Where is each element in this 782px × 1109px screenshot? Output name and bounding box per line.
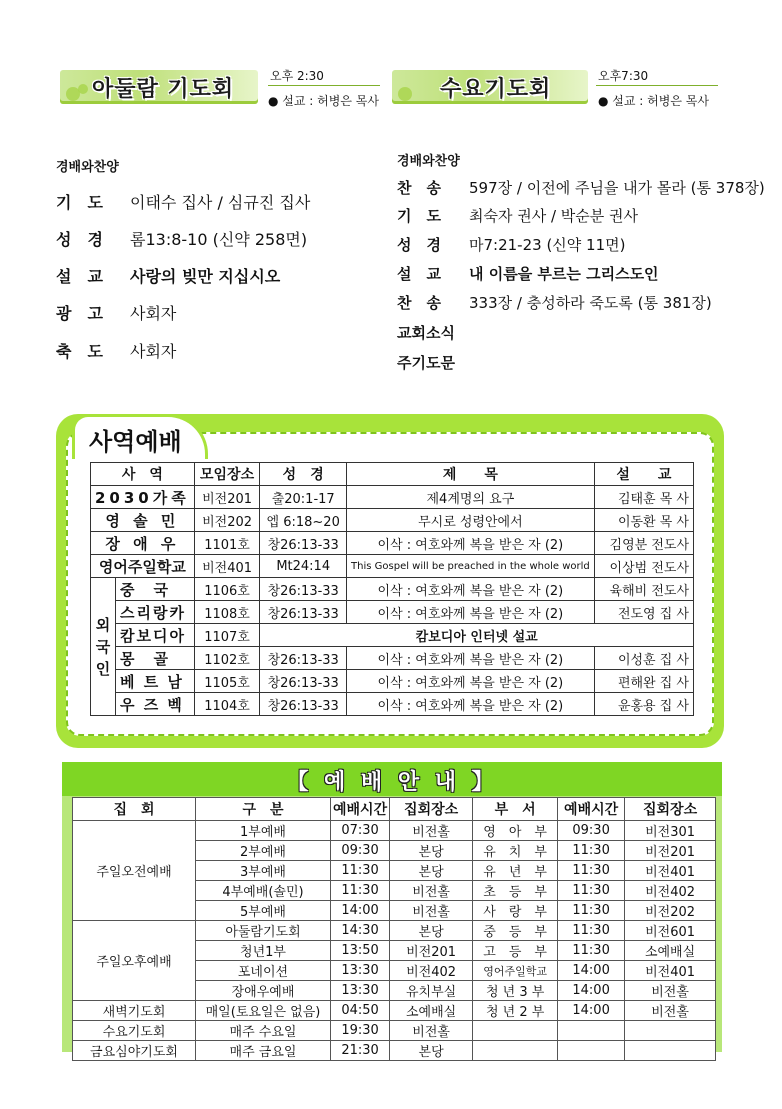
ministry-preacher: 김태훈 목 사 [594, 486, 693, 509]
ministry-place: 1107호 [194, 624, 260, 647]
service-item-value: 사랑의 빚만 지십시오 [130, 267, 281, 286]
service-item-label: 기 도 [397, 207, 441, 225]
service-item-value: 마7:21-23 (신약 11면) [469, 236, 626, 254]
schedule-dtime: 14:00 [558, 961, 625, 981]
ministry-place: 1106호 [194, 578, 260, 601]
service-item [56, 339, 176, 362]
schedule-place: 본당 [390, 1041, 473, 1061]
schedule-dept: 고 등 부 [473, 941, 558, 961]
ministry-subject: 캄보디아 인터넷 설교 [260, 624, 694, 647]
ministry-place: 1108호 [194, 601, 260, 624]
schedule-place: 비전홀 [390, 821, 473, 841]
schedule-kind: 아둘람기도회 [196, 921, 331, 941]
schedule-kind: 3부예배 [196, 861, 331, 881]
schedule-dept: 영 아 부 [473, 821, 558, 841]
schedule-time: 14:00 [331, 901, 390, 921]
schedule-time: 19:30 [331, 1021, 390, 1041]
ministry-place: 1105호 [194, 670, 260, 693]
ministry-name: 우 즈 벡 [116, 693, 195, 716]
ministry-place: 1104호 [194, 693, 260, 716]
schedule-header-row [73, 798, 716, 821]
ministry-bible: 창26:13-33 [260, 670, 347, 693]
ministry-subject: 이삭 : 여호와께 복을 받은 자 (2) [347, 693, 595, 716]
ministry-row [91, 555, 694, 578]
schedule-header [62, 762, 722, 796]
service-item [56, 301, 176, 324]
group-afternoon: 주일오후예배 [73, 921, 196, 1001]
schedule-time: 14:30 [331, 921, 390, 941]
schedule-kind: 매주 수요일 [196, 1021, 331, 1041]
group-morning: 주일오전예배 [73, 821, 196, 921]
schedule-gathering: 새벽기도회 [73, 1001, 196, 1021]
schedule-kind: 포네이션 [196, 961, 331, 981]
leaf-decoration-icon [78, 84, 88, 94]
ministry-name: 몽 골 [116, 647, 195, 670]
schedule-dplace: 비전401 [625, 861, 716, 881]
ministry-place: 비전201 [194, 486, 260, 509]
left-service-title: 아둘람 기도회 [92, 77, 235, 102]
ministry-subject: 이삭 : 여호와께 복을 받은 자 (2) [347, 670, 595, 693]
schedule-time: 11:30 [331, 861, 390, 881]
schedule-place: 비전402 [390, 961, 473, 981]
ministry-name: 캄보디아 [116, 624, 195, 647]
ministry-preacher: 이성훈 집 사 [594, 647, 693, 670]
schedule-time: 09:30 [331, 841, 390, 861]
col-dept: 부 서 [473, 798, 558, 821]
service-item-label: 찬 송 [397, 179, 441, 197]
schedule-title: 【 예 배 안 내 】 [286, 770, 498, 795]
ministry-name: 2030가족 [91, 486, 195, 509]
schedule-kind: 5부예배 [196, 901, 331, 921]
col-gathering: 집 회 [73, 798, 196, 821]
schedule-time: 13:30 [331, 981, 390, 1001]
ministry-preacher: 편해완 집 사 [594, 670, 693, 693]
schedule-time: 13:30 [331, 961, 390, 981]
schedule-dtime [558, 1021, 625, 1041]
left-service-preacher: ● 설교 : 허병은 목사 [268, 94, 379, 108]
ministry-bible: 창26:13-33 [260, 578, 347, 601]
ministry-title: 사역예배 [89, 428, 182, 456]
schedule-dplace [625, 1041, 716, 1061]
service-item-value: 597장 / 이전에 주님을 내가 몰라 (통 378장) [469, 179, 765, 197]
schedule-dept: 유 년 부 [473, 861, 558, 881]
ministry-subject: 이삭 : 여호와께 복을 받은 자 (2) [347, 578, 595, 601]
ministry-name: 영어주일학교 [91, 555, 195, 578]
schedule-time: 04:50 [331, 1001, 390, 1021]
col-kind: 구 분 [196, 798, 331, 821]
ministry-name: 장 애 우 [91, 532, 195, 555]
service-item-label: 광 고 [56, 304, 103, 323]
ministry-subject: 무시로 성령안에서 [347, 509, 595, 532]
service-item [56, 190, 310, 213]
schedule-dept [473, 1021, 558, 1041]
leaf-decoration-icon [398, 87, 412, 101]
right-service-title: 수요기도회 [440, 77, 552, 102]
schedule-dtime: 11:30 [558, 861, 625, 881]
ministry-preacher: 김영분 전도사 [594, 532, 693, 555]
schedule-kind: 2부예배 [196, 841, 331, 861]
service-item [397, 177, 765, 198]
service-item-value: 사회자 [130, 342, 177, 361]
ministry-bible: 창26:13-33 [260, 647, 347, 670]
ministry-bible: 창26:13-33 [260, 532, 347, 555]
schedule-place: 본당 [390, 861, 473, 881]
schedule-dplace: 비전301 [625, 821, 716, 841]
foreigner-group-char: 국 [95, 637, 111, 656]
col-preacher: 설 교 [594, 463, 693, 486]
ministry-row [91, 647, 694, 670]
service-item-label: 성 경 [397, 236, 441, 254]
col-place: 모임장소 [194, 463, 260, 486]
right-service-preacher: ● 설교 : 허병은 목사 [598, 94, 709, 108]
ministry-place: 비전401 [194, 555, 260, 578]
right-service-banner [392, 70, 588, 104]
ministry-place: 1102호 [194, 647, 260, 670]
schedule-dtime: 11:30 [558, 881, 625, 901]
ministry-name: 스리랑카 [116, 601, 195, 624]
ministry-row [91, 486, 694, 509]
service-item [397, 263, 659, 284]
schedule-dtime: 14:00 [558, 981, 625, 1001]
ministry-row [91, 693, 694, 716]
schedule-kind: 매주 금요일 [196, 1041, 331, 1061]
schedule-dept: 영어주일학교 [473, 961, 558, 981]
schedule-kind: 청년1부 [196, 941, 331, 961]
schedule-kind: 1부예배 [196, 821, 331, 841]
ministry-header-row [91, 463, 694, 486]
schedule-dplace: 비전402 [625, 881, 716, 901]
left-service-time: 오후 2:30 [270, 69, 324, 83]
schedule-gathering: 금요심야기도회 [73, 1041, 196, 1061]
right-worship-label: 경배와찬양 [397, 154, 460, 169]
ministry-bible: Mt24:14 [260, 555, 347, 578]
schedule-gathering: 수요기도회 [73, 1021, 196, 1041]
schedule-row [73, 821, 716, 841]
schedule-dplace: 비전401 [625, 961, 716, 981]
service-item-value: 롬13:8-10 (신약 258면) [130, 230, 308, 249]
service-item-value: 최숙자 권사 / 박순분 권사 [469, 207, 639, 225]
schedule-place: 비전홀 [390, 901, 473, 921]
service-item-value: 내 이름을 부르는 그리스도인 [469, 265, 659, 283]
ministry-bible: 출20:1-17 [260, 486, 347, 509]
col-time: 예배시간 [331, 798, 390, 821]
schedule-dtime: 09:30 [558, 821, 625, 841]
left-worship-label: 경배와찬양 [56, 160, 119, 175]
ministry-row [91, 670, 694, 693]
col-bible: 성 경 [260, 463, 347, 486]
ministry-name: 중 국 [116, 578, 195, 601]
schedule-dtime: 14:00 [558, 1001, 625, 1021]
schedule-dept: 청 년 3 부 [473, 981, 558, 1001]
schedule-time: 21:30 [331, 1041, 390, 1061]
ministry-bible: 창26:13-33 [260, 693, 347, 716]
ministry-row [91, 509, 694, 532]
ministry-row [91, 624, 694, 647]
ministry-subject: 이삭 : 여호와께 복을 받은 자 (2) [347, 601, 595, 624]
schedule-dtime: 11:30 [558, 901, 625, 921]
schedule-row [73, 1021, 716, 1041]
ministry-name: 영 솔 민 [91, 509, 195, 532]
schedule-place: 비전201 [390, 941, 473, 961]
schedule-place: 비전홀 [390, 881, 473, 901]
service-item [56, 227, 307, 250]
schedule-dtime [558, 1041, 625, 1061]
schedule-place: 소예배실 [390, 1001, 473, 1021]
schedule-dept: 초 등 부 [473, 881, 558, 901]
ministry-bible: 엡 6:18~20 [260, 509, 347, 532]
ministry-table [90, 462, 694, 716]
service-item-label: 기 도 [56, 193, 103, 212]
ministry-subject: 제4계명의 요구 [347, 486, 595, 509]
ministry-preacher: 전도영 집 사 [594, 601, 693, 624]
schedule-table [72, 797, 716, 1061]
schedule-dplace: 비전601 [625, 921, 716, 941]
schedule-dept: 청 년 2 부 [473, 1001, 558, 1021]
service-item-value: 이태수 집사 / 심규진 집사 [130, 193, 311, 212]
schedule-dplace: 비전202 [625, 901, 716, 921]
service-item [397, 205, 638, 226]
col-place: 집회장소 [390, 798, 473, 821]
ministry-subject: 이삭 : 여호와께 복을 받은 자 (2) [347, 532, 595, 555]
ministry-bible: 창26:13-33 [260, 601, 347, 624]
schedule-dept: 유 치 부 [473, 841, 558, 861]
schedule-dplace: 소예배실 [625, 941, 716, 961]
ministry-place: 1101호 [194, 532, 260, 555]
foreigner-group-char: 외 [95, 615, 111, 634]
ministry-subject: This Gospel will be preached in the whole world [347, 555, 595, 578]
ministry-row [91, 601, 694, 624]
ministry-preacher: 이상범 전도사 [594, 555, 693, 578]
divider [268, 85, 380, 86]
service-item-label: 설 교 [397, 265, 441, 283]
ministry-preacher: 육해비 전도사 [594, 578, 693, 601]
church-news: 교회소식 [397, 324, 455, 342]
schedule-kind: 장애우예배 [196, 981, 331, 1001]
ministry-subject: 이삭 : 여호와께 복을 받은 자 (2) [347, 647, 595, 670]
right-service-time: 오후7:30 [598, 69, 649, 83]
schedule-place: 본당 [390, 921, 473, 941]
schedule-dplace: 비전201 [625, 841, 716, 861]
service-item-label: 성 경 [56, 230, 103, 249]
service-item-label: 설 교 [56, 267, 103, 286]
service-item-value: 333장 / 충성하라 죽도록 (통 381장) [469, 294, 712, 312]
ministry-name: 베 트 남 [116, 670, 195, 693]
col-subject: 제 목 [347, 463, 595, 486]
service-item [397, 292, 712, 313]
schedule-kind: 매일(토요일은 없음) [196, 1001, 331, 1021]
service-item-label: 축 도 [56, 342, 103, 361]
schedule-time: 11:30 [331, 881, 390, 901]
col-dplace: 집회장소 [625, 798, 716, 821]
schedule-dept: 중 등 부 [473, 921, 558, 941]
schedule-dtime: 11:30 [558, 941, 625, 961]
schedule-dtime: 11:30 [558, 921, 625, 941]
foreigner-group-label [91, 578, 116, 716]
schedule-row [73, 921, 716, 941]
ministry-preacher: 윤홍용 집 사 [594, 693, 693, 716]
col-dtime: 예배시간 [558, 798, 625, 821]
schedule-place: 비전홀 [390, 1021, 473, 1041]
col-ministry: 사 역 [91, 463, 195, 486]
service-item [56, 264, 280, 287]
schedule-dplace [625, 1021, 716, 1041]
schedule-time: 07:30 [331, 821, 390, 841]
schedule-kind: 4부예배(솔민) [196, 881, 331, 901]
schedule-dtime: 11:30 [558, 841, 625, 861]
foreigner-group-char: 인 [95, 659, 111, 678]
schedule-time: 13:50 [331, 941, 390, 961]
schedule-row [73, 1001, 716, 1021]
service-item-value: 사회자 [130, 304, 177, 323]
ministry-row [91, 532, 694, 555]
ministry-preacher: 이동환 목 사 [594, 509, 693, 532]
schedule-place: 유치부실 [390, 981, 473, 1001]
left-service-banner [60, 70, 258, 104]
schedule-dept [473, 1041, 558, 1061]
schedule-place: 본당 [390, 841, 473, 861]
service-item [397, 234, 625, 255]
service-item-label: 찬 송 [397, 294, 441, 312]
lords-prayer: 주기도문 [397, 354, 455, 372]
ministry-row [91, 578, 694, 601]
divider [596, 85, 718, 86]
schedule-dplace: 비전홀 [625, 1001, 716, 1021]
schedule-dplace: 비전홀 [625, 981, 716, 1001]
ministry-tab [72, 414, 208, 459]
ministry-place: 비전202 [194, 509, 260, 532]
schedule-dept: 사 랑 부 [473, 901, 558, 921]
schedule-row [73, 1041, 716, 1061]
